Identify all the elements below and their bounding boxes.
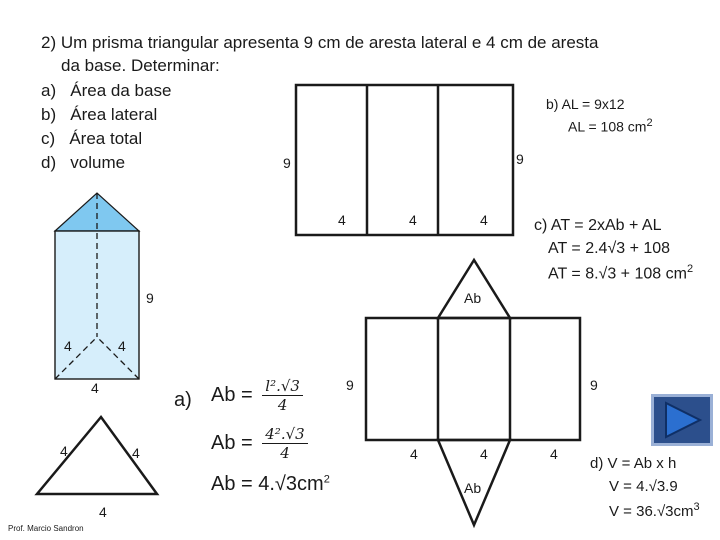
label-lateral-edge-left: 9 — [283, 155, 291, 171]
label-prism-base-left: 4 — [64, 338, 72, 354]
label-prism-height: 9 — [146, 290, 154, 306]
answer-a-line1: Ab = $\frac{\text{l².√3}}{4}$ — [211, 378, 303, 413]
answer-c-line2: AT = 2.4√3 + 108 — [548, 240, 671, 257]
play-triangle-icon — [654, 397, 710, 443]
answer-a-line3: $Ab = 4.√3cm^2$ — [211, 473, 330, 495]
label-triangle-right: 4 — [132, 445, 140, 461]
answer-d-line1: d) V = Ab x h — [590, 455, 677, 472]
item-a: a) Área da base — [41, 81, 172, 100]
label-base-edge-2: 4 — [409, 212, 417, 228]
author-credit: Prof. Marcio Sandron — [8, 524, 84, 533]
answer-d-line3: $V = 36.√3cm^3$ — [609, 501, 700, 520]
label-net-edge-1: 4 — [410, 446, 418, 462]
label-net-ab-bottom: Ab — [464, 480, 482, 496]
label-net-ab-top: Ab — [464, 290, 482, 306]
answer-d-line2: V = 4.√3.9 — [609, 478, 678, 495]
label-net-height-right: 9 — [590, 377, 598, 393]
problem-statement-line1: 2) Um prisma triangular apresenta 9 cm de aresta lateral e 4 cm de aresta — [41, 33, 599, 52]
label-net-edge-2: 4 — [480, 446, 488, 462]
answer-a-label: a) — [174, 389, 192, 411]
label-triangle-bottom: 4 — [99, 504, 107, 520]
answer-b-line2: AL = 108 $cm^2$ — [568, 117, 653, 135]
label-net-edge-3: 4 — [550, 446, 558, 462]
answer-c-line3: AT = 8.√3 + 108 $cm^2$ — [548, 263, 694, 283]
problem-statement-line2: da base. Determinar: — [61, 56, 220, 75]
label-lateral-edge-right: 9 — [516, 151, 524, 167]
answer-c-line1: c) AT = 2xAb + AL — [534, 217, 662, 234]
label-prism-base-right: 4 — [118, 338, 126, 354]
answer-a-line2: Ab = $\frac{\text{4².√3}}{4}$ — [211, 426, 308, 461]
label-prism-base-front: 4 — [91, 380, 99, 396]
label-net-height-left: 9 — [346, 377, 354, 393]
label-base-edge-3: 4 — [480, 212, 488, 228]
next-slide-button[interactable] — [651, 394, 713, 446]
label-base-edge-1: 4 — [338, 212, 346, 228]
answer-b-line1: b) AL = 9x12 — [546, 96, 625, 112]
item-d: d) volume — [41, 153, 126, 172]
item-b: b) Área lateral — [41, 105, 158, 124]
label-triangle-left: 4 — [60, 443, 68, 459]
item-c: c) Área total — [41, 129, 143, 148]
